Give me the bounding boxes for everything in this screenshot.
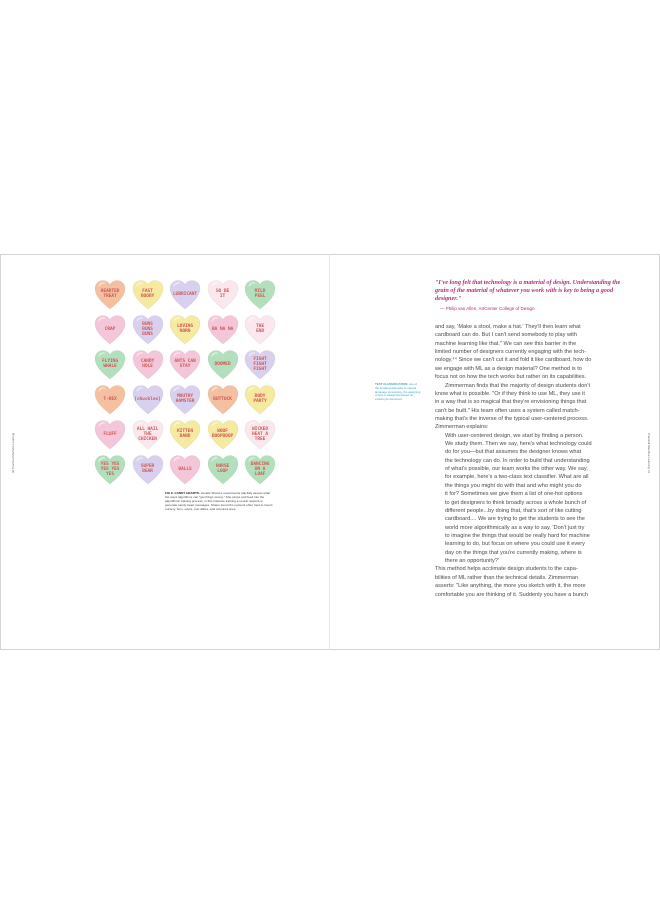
body-line: making that's the inverse of the typical user-centered process.: [435, 415, 589, 422]
candy-heart: [132, 314, 164, 346]
candy-heart: [94, 279, 126, 311]
candy-heart: [132, 279, 164, 311]
body-line: bilities of ML rather than the technical details. Zimmerman: [435, 574, 579, 581]
side-note-label: TEXT CLASSIFICATION:: [375, 382, 409, 386]
candy-heart-text: FLUFF: [103, 431, 117, 437]
candy-heart: [132, 384, 164, 416]
candy-heart-text: BUTTOCK: [213, 396, 232, 402]
candy-heart-text: KITTEN BAND: [177, 429, 193, 439]
candy-heart-text: BA NA NA: [211, 326, 234, 332]
body-line: focus not on how the tech works but rather on its capabilities.: [435, 374, 587, 381]
candy-heart-text: THE END: [256, 324, 264, 334]
candy-heart-text: LOVING NORN: [177, 324, 193, 334]
candy-heart-text: DANCING ON A LOAF: [250, 461, 270, 477]
body-line: Zimmerman explains:: [435, 424, 489, 431]
candy-heart: [244, 454, 276, 486]
body-line: the technology can do. In order to build that understanding: [445, 457, 590, 464]
body-line: machine learning like that." We can see this barrier in the: [435, 340, 577, 347]
candy-heart-text: WOOF BOOPBOOP: [211, 429, 234, 439]
side-note: [375, 383, 421, 402]
body-line: With user-centered design, we start by finding a person.: [445, 432, 584, 439]
candy-heart: [94, 314, 126, 346]
right-page: [330, 254, 660, 650]
book-spread: [0, 254, 660, 650]
candy-heart-text: CRAP: [104, 326, 116, 332]
candy-heart: [169, 314, 201, 346]
candy-heart: [94, 349, 126, 381]
candy-heart-text: WICKED HEAT A TREE: [252, 426, 268, 442]
candy-heart: [207, 454, 239, 486]
body-line: to imagine the things that would be really hard for machine: [445, 532, 590, 539]
body-line: to get designers to think broadly across a whole bunch of: [445, 499, 587, 506]
figure-caption-label: FIG 8. CANDY HEARTS.: [165, 491, 200, 495]
candy-heart-text: MILD PEEL: [254, 289, 266, 299]
body-line: we engage with ML as a design material? One method is to: [435, 365, 582, 372]
body-line: day on the things that you're currently making, where is: [445, 549, 582, 556]
candy-heart: [244, 419, 276, 451]
candy-heart: [207, 419, 239, 451]
candy-heart-text: DOOMED: [214, 361, 231, 367]
body-line: This method helps acclimate design students to the capa-: [435, 566, 578, 573]
figure-caption: [165, 491, 273, 511]
candy-heart-text: ANTS CAN STAY: [174, 359, 196, 369]
left-folio: 30 Practical Machine Learning: [11, 432, 16, 474]
candy-heart-text: LUBRICANT: [173, 291, 197, 297]
candy-heart: [94, 384, 126, 416]
candy-heart-text: BALLS: [178, 466, 192, 472]
candy-heart-text: T-REX: [103, 396, 117, 402]
body-line: Zimmerman finds that the majority of design students don't: [445, 382, 591, 389]
candy-heart-text: YES YES YES YES YES: [100, 461, 120, 477]
candy-heart-text: HEARTED TREAT: [100, 289, 120, 299]
candy-heart: [169, 419, 201, 451]
body-line: of what's possible, our team works the other way. We say,: [445, 466, 588, 473]
candy-heart-text: BUNS BUNS BUNS: [142, 321, 153, 337]
body-text: [435, 323, 627, 599]
body-line: world more algorithmically as a way to say, 'Don't just try: [445, 524, 585, 531]
body-line: comfortable you are thinking of it. Suddenly you have a bunch: [435, 591, 588, 598]
candy-heart: [207, 349, 239, 381]
candy-heart: [94, 419, 126, 451]
side-note-text: one of the fundamental tasks in natural language processing, the assigning of text or categories based on existing its document.: [375, 382, 421, 402]
body-line: asserts: "Like anything, the more you sketch with it, the more: [435, 583, 586, 590]
candy-heart: [169, 454, 201, 486]
body-line: know what is possible. "Or if they think to use ML, they use it: [435, 390, 585, 397]
candy-heart-text: FAST BOOBY: [140, 289, 155, 299]
figure-caption-text: Janelle Shane's experiments playfully assess what the ways algorithms can "get things wrong." She jumps and feed into the algorithmic training process, in this instance training a neural network to generate candy heart messages. Shane found the network often tried to invent nursery, bum, odors, pun-ditties, and coloured ones.: [165, 491, 273, 511]
body-line: and say, 'Make a stool, make a hat.' They'll then learn what: [435, 324, 581, 330]
candy-heart-text: FIGHT FIGHT FIGHT: [253, 356, 267, 372]
candy-heart-text: CANDY HOLE: [140, 359, 155, 369]
body-line: do for you—but that assumes the designer knows what: [445, 449, 582, 456]
body-line: cardboard.... We are trying to get the students to see the: [445, 516, 585, 523]
candy-heart: [207, 279, 239, 311]
body-line: nology.¹⁴ Since we can't cut it and fold it like cardboard, how do: [435, 357, 592, 364]
candy-heart: [132, 454, 164, 486]
body-line: limited number of designers currently engaging with the tech-: [435, 349, 587, 356]
candy-heart: [132, 419, 164, 451]
body-line: can't be built." His team often uses a system called match-: [435, 407, 580, 414]
left-page: [0, 254, 330, 650]
candy-heart: [207, 314, 239, 346]
quote-attribution: — Philip van Allen, ArtCenter College of Design: [440, 306, 535, 311]
body-line: the things you might do with that and who might you do: [445, 482, 582, 489]
candy-heart: [244, 349, 276, 381]
candy-heart: [207, 384, 239, 416]
candy-heart-text: MOUTHY HAMSTER: [175, 394, 195, 404]
candy-heart: [169, 384, 201, 416]
candy-heart-text: ALL HAIL THE CHICKEN: [136, 426, 159, 442]
body-line: in a way that is so magical that they're envisioning things that: [435, 399, 587, 406]
candy-heart: [169, 279, 201, 311]
candy-heart: [244, 314, 276, 346]
body-line: cardboard can do. But I can't send somebody to play with: [435, 332, 577, 339]
body-line: learning to do, but focus on where you could use it every: [445, 541, 585, 548]
body-line: We study them. Then we say, here's what technology could: [445, 441, 592, 448]
candy-heart: [244, 384, 276, 416]
candy-heart: [244, 279, 276, 311]
body-line: different people...by doing that, that's sort of like cutting: [445, 507, 582, 514]
candy-heart-text: SO BE IT: [215, 289, 230, 299]
candy-heart-text: HORSE LOOP: [215, 464, 230, 474]
candy-heart: [94, 454, 126, 486]
candy-heart: [169, 349, 201, 381]
candy-heart-text: BODY PARTY: [253, 394, 267, 404]
body-line: there an opportunity?': [445, 558, 499, 565]
candy-heart-text: [chuckles]: [134, 396, 161, 402]
body-line: it for? Sometimes we give them a list of one-hot options: [445, 491, 583, 498]
candy-heart: [132, 349, 164, 381]
body-line: for example, here's a two-class text classifier. What are all: [445, 474, 589, 481]
pull-quote: "I've long felt that technology is a material of design. Understanding the grain of the material of whatever you work with is key to being a good designer.": [435, 279, 621, 302]
candy-heart-text: SUPER BEAR: [140, 464, 155, 474]
candy-heart-text: FLYING WHALE: [102, 359, 118, 369]
right-folio: Practical Machine Learning 31: [646, 432, 651, 474]
